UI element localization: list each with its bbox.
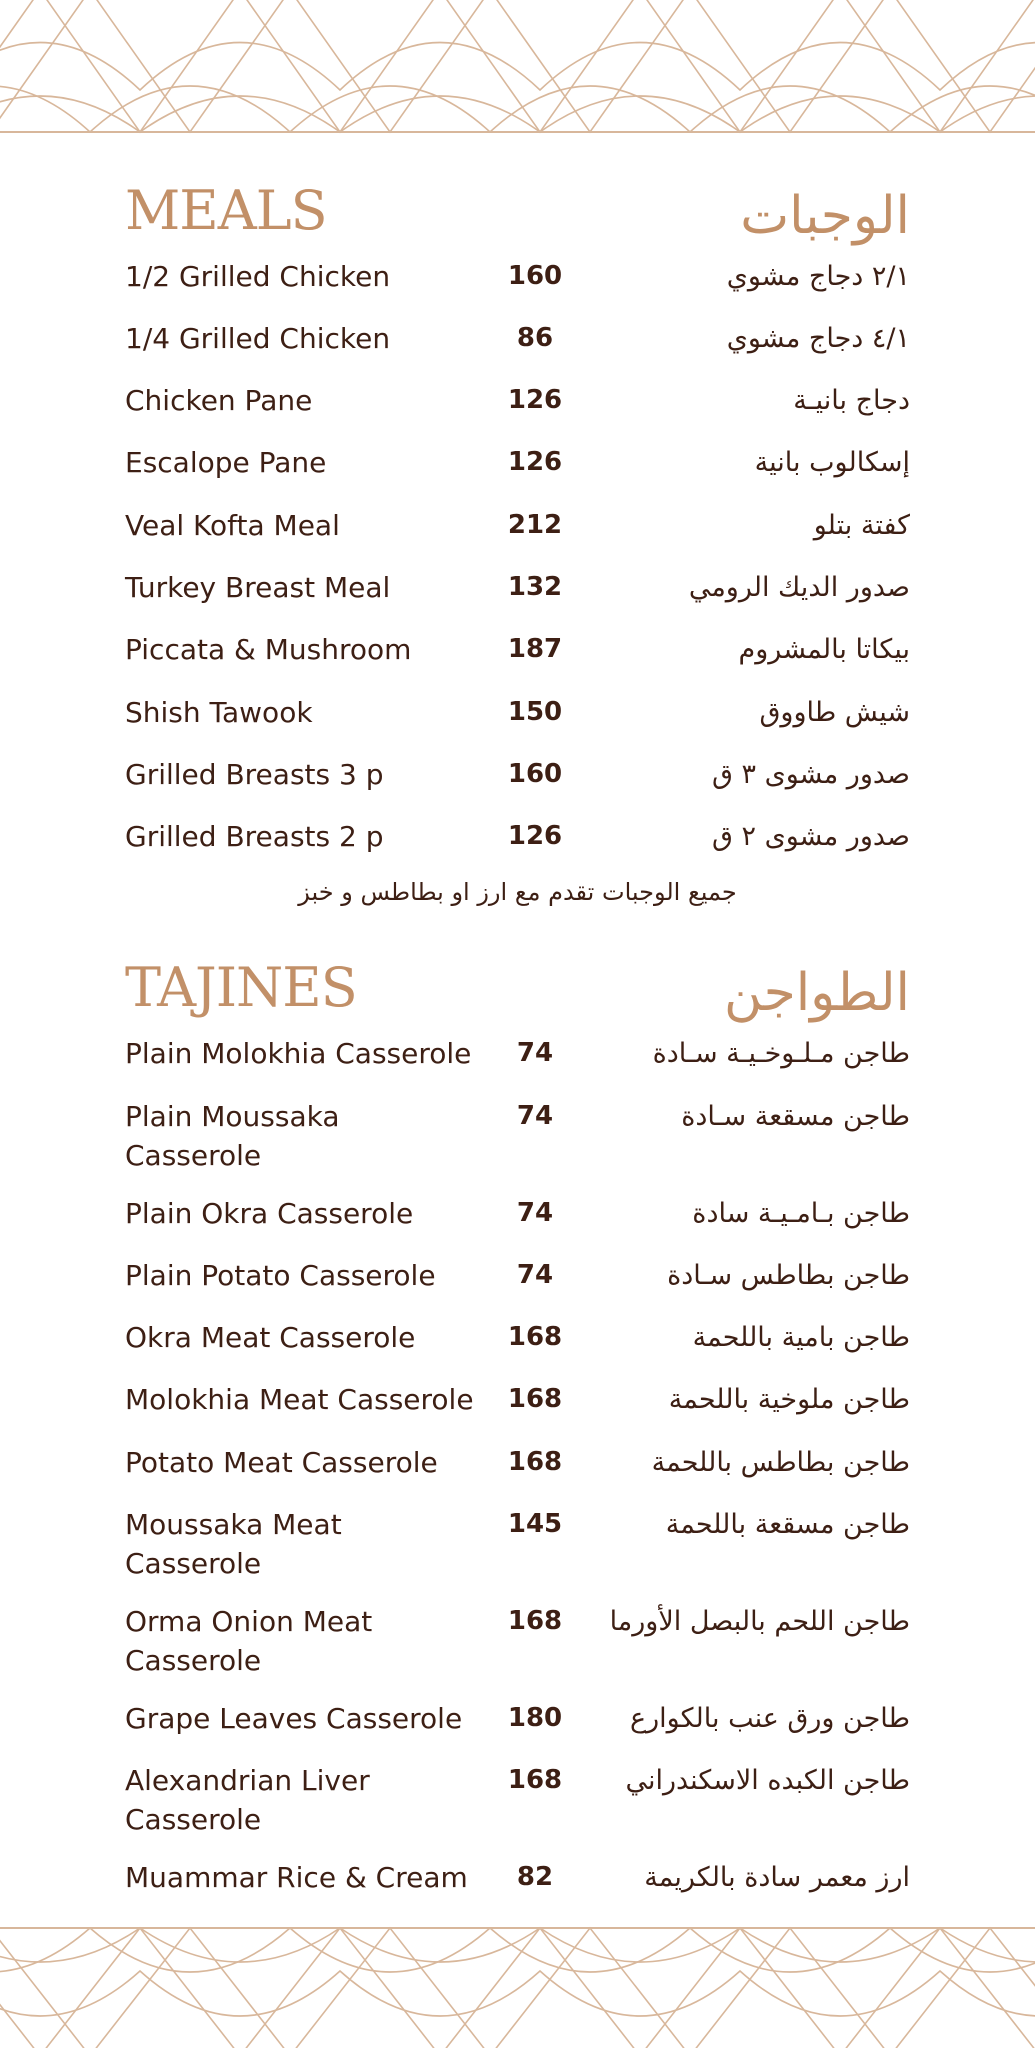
item-name-ar: طاجن اللحم بالبصل الأورما — [609, 1606, 910, 1637]
decorative-pattern-bottom — [0, 1926, 1035, 2048]
item-name-en: Grilled Breasts 3 p — [125, 758, 384, 791]
item-name-en: Plain Moussaka Casserole — [125, 1100, 340, 1172]
item-name-en: 1/2 Grilled Chicken — [125, 260, 391, 293]
item-price: 168 — [507, 1384, 563, 1414]
item-name-ar: إسكالوب بانية — [754, 447, 910, 478]
meals-title-ar: الوجبات — [740, 186, 910, 246]
item-name-ar: دجاج بانيـة — [793, 385, 910, 416]
tajines-title-ar: الطواجن — [724, 963, 910, 1023]
decorative-pattern-top — [0, 0, 1035, 140]
item-name-ar: طاجن ملوخية باللحمة — [668, 1384, 910, 1415]
item-name-ar: طاجن مسقعة باللحمة — [665, 1509, 910, 1540]
item-price: 82 — [516, 1862, 554, 1892]
item-price: 168 — [507, 1322, 563, 1352]
item-price: 168 — [507, 1765, 563, 1795]
item-price: 126 — [507, 821, 563, 851]
item-name-ar: صدور مشوى ٢ ق — [711, 821, 910, 852]
item-name-en: Potato Meat Casserole — [125, 1446, 438, 1479]
item-price: 74 — [516, 1101, 554, 1131]
item-name-ar: طاجن بـامـيـة سادة — [692, 1198, 910, 1229]
item-name-en: Shish Tawook — [125, 696, 313, 729]
item-name-en: Escalope Pane — [125, 446, 327, 479]
item-price: 150 — [507, 697, 563, 727]
item-name-ar: طاجن مسقعة سـادة — [681, 1101, 910, 1132]
item-price: 168 — [507, 1447, 563, 1477]
tajines-section-header — [125, 955, 910, 1023]
item-name-ar: ٤/١ دجاج مشوي — [726, 323, 910, 354]
item-price: 145 — [507, 1509, 563, 1539]
item-price: 212 — [507, 510, 563, 540]
item-price: 74 — [516, 1260, 554, 1290]
item-name-en: 1/4 Grilled Chicken — [125, 322, 391, 355]
item-price: 126 — [507, 447, 563, 477]
item-price: 160 — [507, 261, 563, 291]
item-price: 86 — [516, 323, 554, 353]
item-name-en: Molokhia Meat Casserole — [125, 1383, 474, 1416]
item-name-ar: بيكاتا بالمشروم — [738, 634, 910, 665]
item-name-en: Orma Onion Meat Casserole — [125, 1605, 373, 1677]
item-name-en: Grilled Breasts 2 p — [125, 820, 384, 853]
item-name-en: Chicken Pane — [125, 384, 313, 417]
tajines-title-en: TAJINES — [125, 956, 357, 1019]
item-name-ar: شيش طاووق — [759, 697, 910, 728]
item-price: 160 — [507, 759, 563, 789]
item-price: 74 — [516, 1198, 554, 1228]
item-price: 126 — [507, 385, 563, 415]
item-name-en: Alexandrian Liver Casserole — [125, 1764, 370, 1836]
meals-title-en: MEALS — [125, 179, 327, 242]
item-name-en: Turkey Breast Meal — [125, 571, 391, 604]
item-name-ar: ارز معمر سادة بالكريمة — [644, 1862, 910, 1893]
item-name-ar: طاجن ورق عنب بالكوارع — [630, 1703, 910, 1734]
item-name-ar: طاجن بطاطس باللحمة — [651, 1447, 910, 1478]
item-name-en: Plain Okra Casserole — [125, 1197, 414, 1230]
item-price: 74 — [516, 1038, 554, 1068]
item-name-en: Grape Leaves Casserole — [125, 1702, 463, 1735]
meals-section-header — [125, 178, 910, 246]
item-price: 168 — [507, 1606, 563, 1636]
item-name-en: Muammar Rice & Cream — [125, 1861, 468, 1894]
item-name-ar: طاجن الكبده الاسكندراني — [625, 1765, 910, 1796]
item-name-en: Veal Kofta Meal — [125, 509, 340, 542]
item-name-ar: طاجن بطاطس سـادة — [667, 1260, 910, 1291]
item-name-en: Plain Potato Casserole — [125, 1259, 436, 1292]
item-name-en: Okra Meat Casserole — [125, 1321, 416, 1354]
item-name-en: Plain Molokhia Casserole — [125, 1037, 472, 1070]
item-price: 180 — [507, 1703, 563, 1733]
item-name-en: Moussaka Meat Casserole — [125, 1508, 342, 1580]
item-name-ar: طاجن بامية باللحمة — [692, 1322, 910, 1353]
item-name-ar: طاجن مـلـوخـيـة سـادة — [652, 1038, 910, 1069]
item-price: 132 — [507, 572, 563, 602]
item-name-ar: صدور مشوى ٣ ق — [711, 759, 910, 790]
item-price: 187 — [507, 634, 563, 664]
item-name-en: Piccata & Mushroom — [125, 633, 412, 666]
meals-note: جميع الوجبات تقدم مع ارز او بطاطس و خبز — [298, 878, 737, 906]
item-name-ar: ٢/١ دجاج مشوي — [726, 261, 910, 292]
item-name-ar: كفتة بتلو — [813, 510, 910, 541]
item-name-ar: صدور الديك الرومي — [688, 572, 910, 603]
